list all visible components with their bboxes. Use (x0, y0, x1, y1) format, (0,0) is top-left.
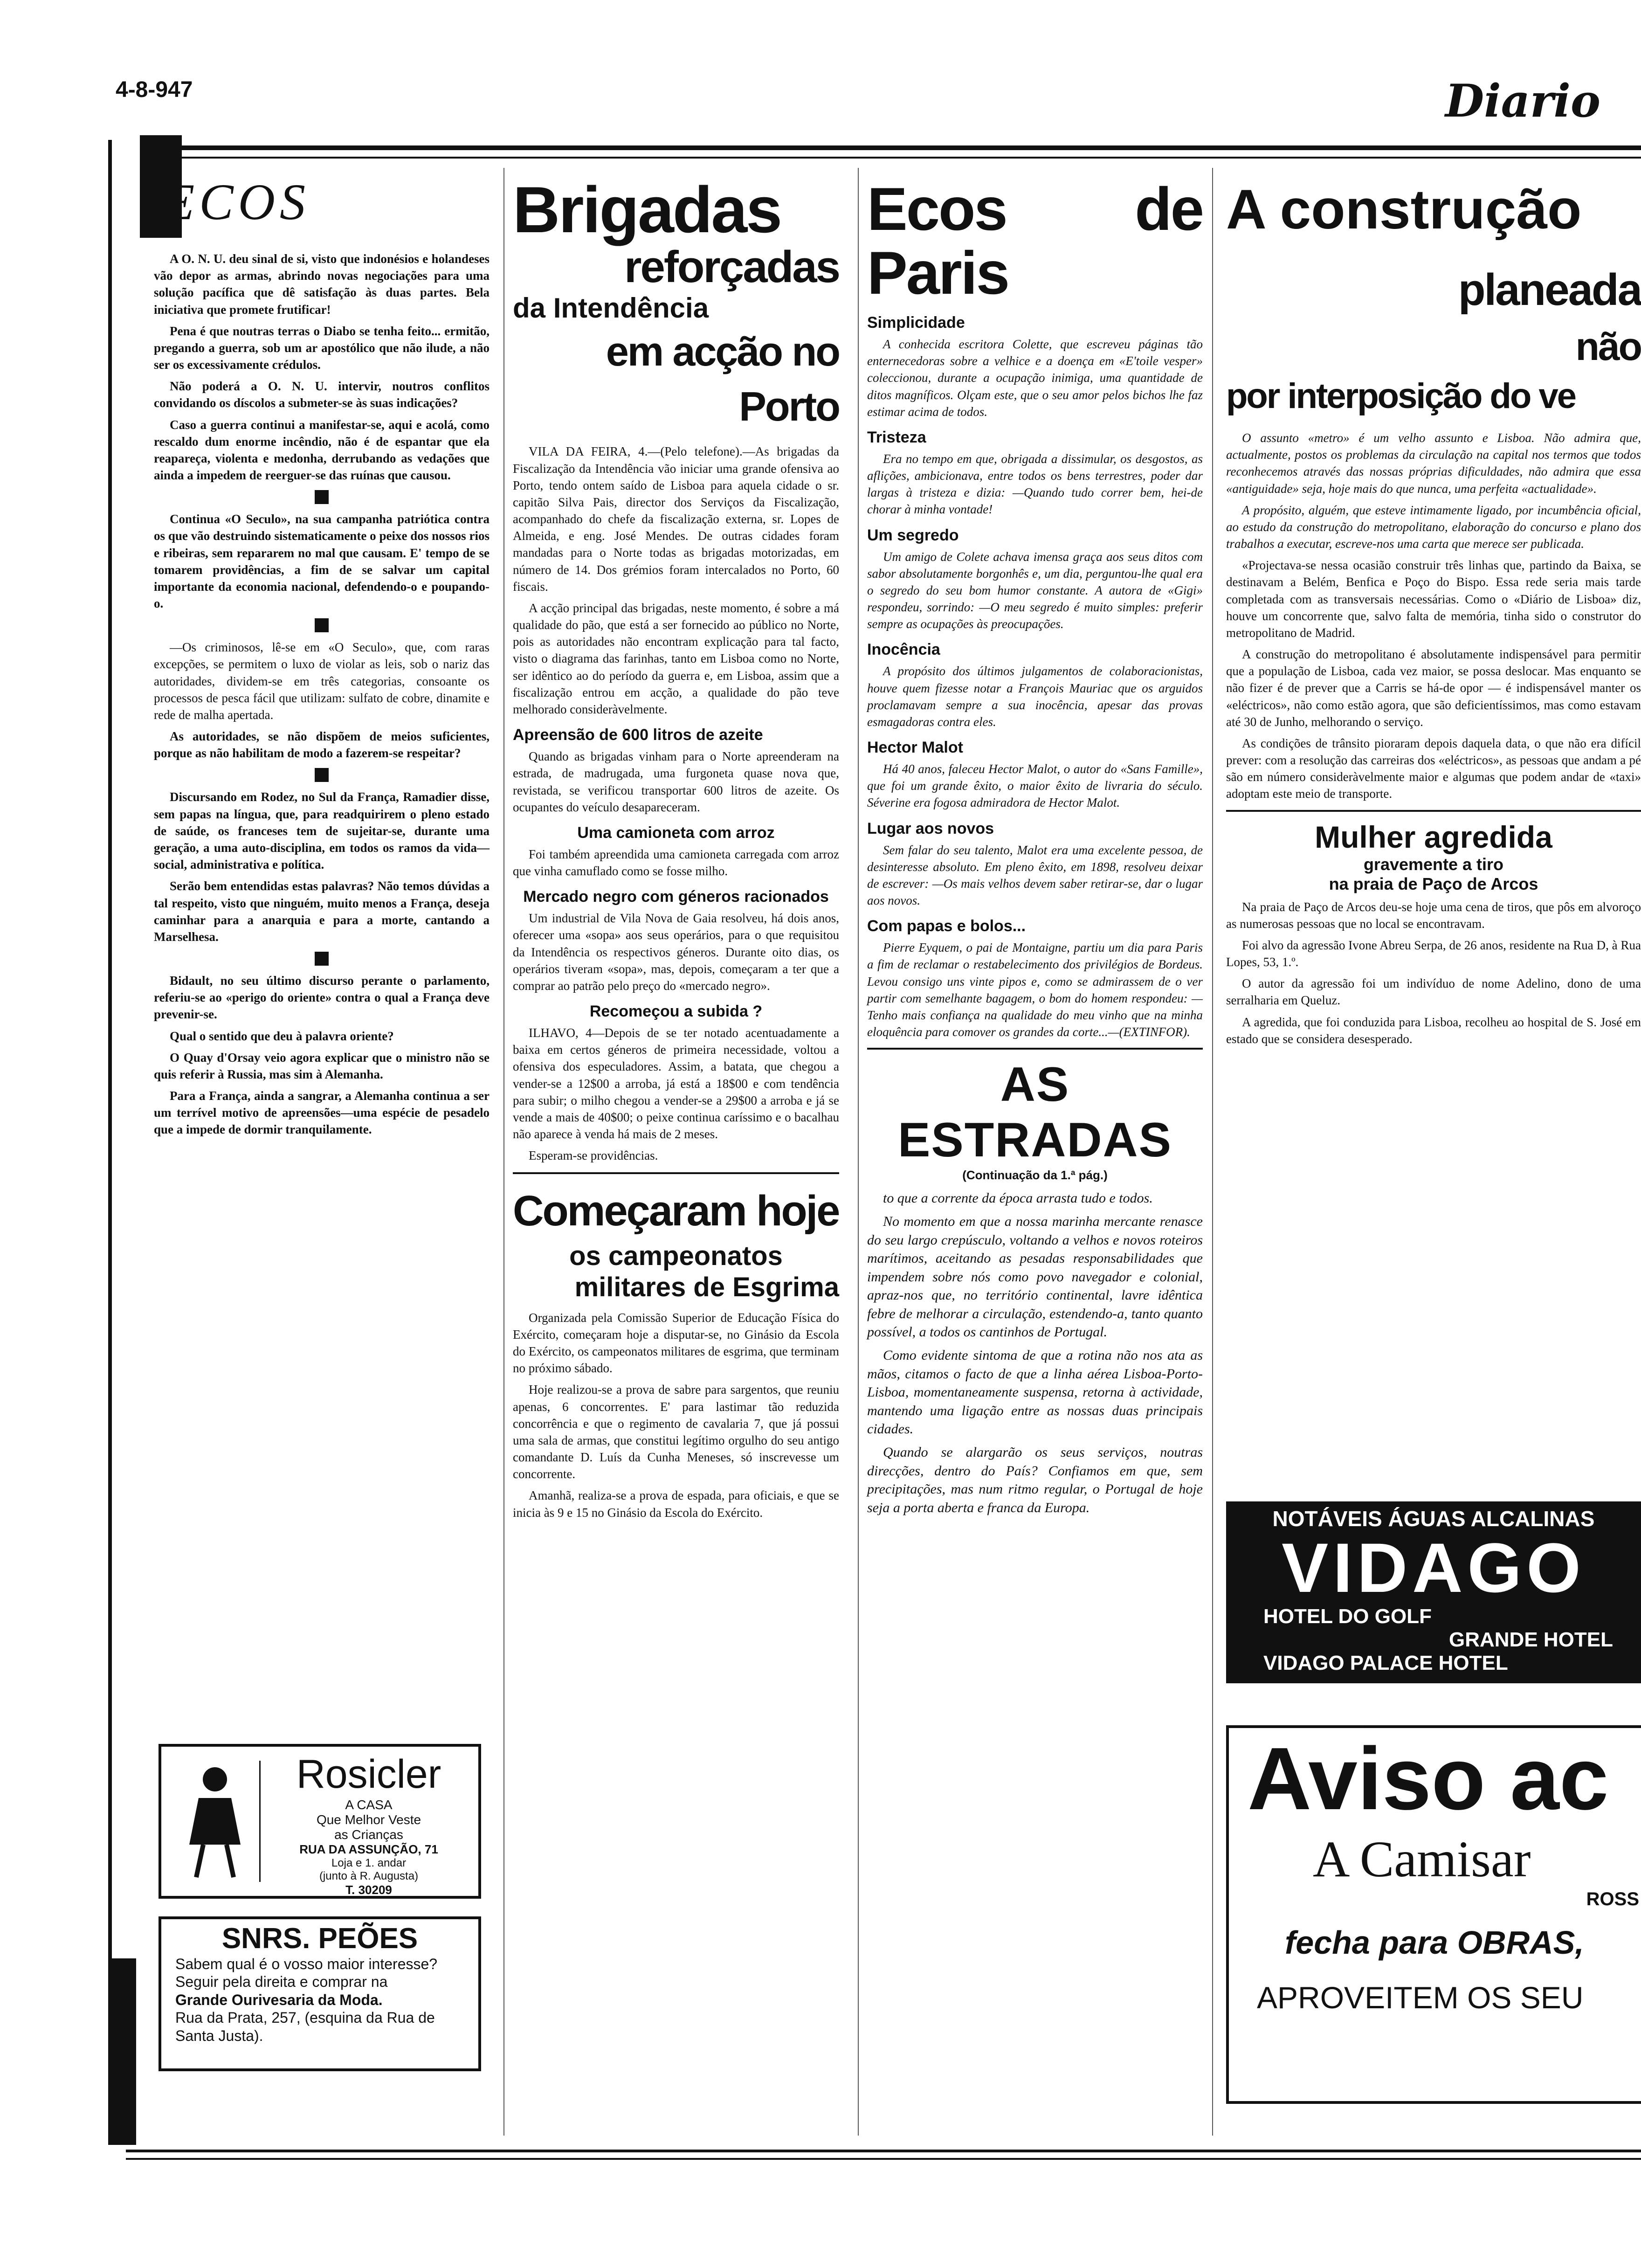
paragraph: Serão bem entendidas estas palavras? Não temos dúvidas a tal respeito, visto que ninguém, muito menos a França, deseja caminhar para a anarquia e para a morte, cantando a Marselhesa. (154, 879, 490, 944)
vidago-ad (1226, 1501, 1641, 1683)
subheading: Mercado negro com géneros racionados (523, 888, 829, 906)
ad-line: APROVEITEM OS SEU (1257, 1980, 1584, 2015)
page-date: 4-8-947 (116, 77, 193, 102)
peoes-ad (159, 1916, 481, 2071)
ad-line: T. 30209 (345, 1883, 392, 1897)
paragraph: Bidault, no seu último discurso perante o parlamento, referiu-se ao «perigo do oriente» contra o qual a França deve prevenir-se. (154, 974, 490, 1022)
headline: Aviso ac (1248, 1729, 1609, 1828)
headline: da Intendência (513, 292, 709, 324)
paragraph: Continua «O Seculo», na sua campanha patriótica contra os que vão destruindo sistematicamente o peixe dos nossos rios e ribeiras, sem repararem no mal que causam. E' tempo de se tomarem providências, a fim de se salvar um capital importante da economia nacional, defendendo-o e poupando-o. (154, 512, 490, 611)
rosicler-ad (159, 1744, 481, 1899)
paragraph: Para a França, ainda a sangrar, a Alemanha continua a ser um terrível motivo de apreensões—uma espécie de pesadelo que a impede de dormir tranquilamente. (154, 1089, 490, 1137)
paragraph: Na praia de Paço de Arcos deu-se hoje uma cena de tiros, que pôs em alvoroço as numerosas pessoas que no local se encontravam. (1226, 899, 1641, 931)
column-divider (858, 168, 859, 2136)
ad-line: A Camisar (1313, 1831, 1531, 1888)
headline: Começaram hoje (513, 1187, 839, 1235)
subheading: Uma camioneta com arroz (577, 823, 775, 842)
paragraph: Pena é que noutras terras o Diabo se tenha feito... ermitão, pregando a guerra, sob um ar apostólico que não ilude, a não ser os excessivamente crédulos. (154, 324, 490, 372)
paragraph: Organizada pela Comissão Superior de Educação Física do Exército, começaram hoje a disputar-se, no Ginásio da Escola do Exército, os campeonatos militares de esgrima, que terminam no próximo sábado. (513, 1310, 839, 1376)
paragraph: Esperam-se providências. (529, 1148, 658, 1163)
paragraph: No momento em que a nossa marinha mercante renasce do seu largo crepúsculo, voltando a velhos e novos roteiros marítimos, aceitando as pesadas responsabilidades que impendem sobre nós como povo navegador e colonial, apraz-nos que, no território continental, lavre idêntica febre de melhorar a circulação, estendendo-a, tanto quanto possível, a todos os cantinhos de Portugal. (867, 1213, 1203, 1340)
ad-line: RUA DA ASSUNÇÃO, 71 (299, 1842, 438, 1856)
headline: não (1575, 324, 1641, 368)
subheading: Com papas e bolos... (867, 917, 1026, 935)
ad-line: GRANDE HOTEL (1449, 1628, 1613, 1651)
column-ecos-paris (867, 177, 1203, 1521)
ad-line: as Crianças (334, 1827, 403, 1842)
separator-square (315, 618, 329, 632)
paragraph: A acção principal das brigadas, neste momento, é sobre a má qualidade do pão, que está a ser fornecido ao público no Norte, pois as autoridades não encontram explicação para tal facto, visto o diagrama das farinhas, tanto em Lisboa como no Norte, ser idêntico ao do período da guerra e, em Lisboa, assim que a fiscalização entrou em acção, a qualidade do pão teve melhorado consideràvelmente. (513, 601, 839, 716)
paragraph: Um amigo de Colete achava imensa graça aos seus ditos com sabor absolutamente borgonhês e, um dia, perguntou-lhe qual era o segredo do seu bom humor constante. A autora de «Gigi» respondeu, sorrindo: —O meu segredo é muito simples: preferir sempre as ocupações às preocupações. (867, 549, 1203, 631)
paragraph: Sem falar do seu talento, Malot era uma excelente pessoa, de desinteresse absoluto. Em pleno êxito, em 1898, resolveu deixar de escrever: —Os mais velhos devem saber retirar-se, dar o lugar aos novos. (867, 843, 1203, 908)
paragraph: As autoridades, se não dispõem de meios suficientes, porque as não habilitam de modo a fazerem-se respeitar? (154, 729, 490, 761)
ad-line: HOTEL DO GOLF (1263, 1604, 1432, 1628)
paragraph: Como evidente sintoma de que a rotina não nos ata as mãos, citamos o facto de que a linha aérea Lisboa-Porto-Lisboa, momentaneamente suspensa, retorna à actividade, mantendo uma ligação entre as nossas duas principais cidades. (867, 1348, 1203, 1437)
paragraph: A propósito, alguém, que esteve intimamente ligado, por incumbência oficial, ao estudo da construção do metropolitano, elaboração do concurso e plano dos trabalhos a executar, escreve-nos uma carta que merece ser publicada. (1226, 503, 1641, 551)
paragraph: A O. N. U. deu sinal de si, visto que indonésios e holandeses vão depor as armas, abrindo novas negociações para uma solução pacífica que dê satisfação às duas partes. Bela iniciativa que promete frutificar! (154, 252, 490, 317)
headline: Ecos de Paris (867, 175, 1203, 307)
subheading: Um segredo (867, 526, 959, 544)
paragraph: to que a corrente da época arrasta tudo e todos. (883, 1190, 1153, 1206)
left-border (108, 140, 112, 2145)
ad-line: A CASA (345, 1798, 393, 1812)
paragraph: Um industrial de Vila Nova de Gaia resolveu, há dois anos, oferecer uma «sopa» aos seus operários, para o que requisitou da Intendência os respectivos géneros. Durante oito dias, os operários tiveram «sopa», mas, depois, começaram a ter que a comprar ao patrão pelo preço do «mercado negro». (513, 911, 839, 993)
ad-line: NOTÁVEIS ÁGUAS ALCALINAS (1272, 1507, 1595, 1531)
subheading: Lugar aos novos (867, 819, 994, 837)
paragraph: Qual o sentido que deu à palavra oriente? (170, 1029, 394, 1043)
headline: por interposição do ve (1226, 376, 1576, 416)
paragraph: Não poderá a O. N. U. intervir, noutros conflitos convidando os díscolos a submeter-se às suas indicações? (154, 379, 490, 410)
paragraph: A conhecida escritora Colette, que escreveu páginas tão enternecedoras sobre a velhice e a doença em «E'toile vesper» coleccionou, durante a ocupação inimiga, uma quantidade de ditos magníficos. Olçam este, que o seu amor pelos bichos lhe faz estimar acima de todos. (867, 337, 1203, 419)
paragraph: Hoje realizou-se a prova de sabre para sargentos, que reuniu apenas, 6 concorrentes. E' para lastimar tão reduzida concorrência e que o regimento de cavalaria 7, que já possui uma sala de armas, que constitui legítimo orgulho do seu antigo comandante D. Luís da Cunha Meneses, só inscrevesse um concorrente. (513, 1383, 839, 1481)
masthead-rule (140, 145, 1641, 159)
paragraph: Discursando em Rodez, no Sul da França, Ramadier disse, sem papas na língua, que, para readquirirem o pleno estado de saúde, os franceses tem de sujeitar-se, durante uma geração, a uma auto-disciplina, em todos os ramos da vida—social, administrativa e política. (154, 790, 490, 872)
paragraph: Era no tempo em que, obrigada a dissimular, os desgostos, as aflições, ambicionava, entre todos os bens terrestres, poder dar largas à tristeza e dizia: —Quando tudo correr bem, hei-de chorar à minha vontade! (867, 451, 1203, 517)
paragraph: A propósito dos últimos julgamentos de colaboracionistas, houve quem fizesse notar a François Mauriac que os arguidos proclamavam sempre a sua inocência, apesar das provas esmagadoras contra eles. (867, 664, 1203, 729)
ad-line: ROSS (1586, 1889, 1639, 1909)
column-brigadas (513, 173, 839, 1526)
ad-line: Sabem qual é o vosso maior interesse? (175, 1956, 438, 1972)
paragraph: «Projectava-se nessa ocasião construir três linhas que, partindo da Baixa, se destinavam a Belém, Benfica e Poço do Bispo. Essa rede seria mais tarde completada com as transversais necessárias. Como o «Diário de Lisboa» diz, houve um concorrente que, salvo falta de memória, tinha sido o construtor do metropolitano de Madrid. (1226, 558, 1641, 640)
paragraph: As condições de trânsito pioraram depois daquela data, o que não era difícil prever: com a resolução das carreiras dos «eléctricos», as pessoas que andam a pé são em número consideràvelmente maior e algumas que podem andar de «taxi» adoptam este meio de transporte. (1226, 736, 1641, 801)
paragraph: Caso a guerra continui a manifestar-se, aqui e acolá, como rescaldo dum enorme incêndio, não é de espantar que ela reapareça, violenta e medonha, derrubando as vedações que ainda a impedem de reerguer-se das ruínas que causou. (154, 417, 490, 483)
bottom-rule (126, 2150, 1641, 2160)
rule (867, 1048, 1203, 1050)
column-divider (1212, 168, 1213, 2136)
subheading: Recomeçou a subida ? (589, 1003, 763, 1021)
paragraph: VILA DA FEIRA, 4.—(Pelo telefone).—As brigadas da Fiscalização da Intendência vão iniciar uma grande ofensiva ao Porto, tendo ontem saído de Lisboa para aquela cidade o sr. capitão Silva Pais, director dos Serviços da Fiscalização, acompanhado do chefe da fiscalização externa, sr. Lopes de Almeida, e eng. José Mendes. De outras cidades foram mandadas para o Norte todas as brigadas motorizadas, em número de 14. Dos grémios foram intercalados no Porto, 60 fiscais. (513, 444, 839, 594)
ad-line: (junto à R. Augusta) (319, 1870, 419, 1882)
headline: em acção no Porto (606, 328, 839, 429)
column-ecos (154, 173, 490, 1143)
paragraph: Quando as brigadas vinham para o Norte apreenderam na estrada, de madrugada, uma furgoneta quase nova que, revistada, se verificou transportar 600 litros de azeite. Os ocupantes do veículo desapareceram. (513, 749, 839, 814)
ad-line: Loja e 1. andar (331, 1857, 407, 1869)
headline: militares de Esgrima (574, 1272, 839, 1302)
column-construcao (1226, 177, 1641, 1052)
paragraph: O autor da agressão foi um indivíduo de nome Adelino, dono de uma serralharia em Queluz. (1226, 976, 1641, 1008)
masthead: Diario (1445, 75, 1600, 127)
paragraph: Pierre Eyquem, o pai de Montaigne, partiu um dia para Paris a fim de reclamar o restabelecimento dos privilégios de Bordeus. Levou consigo uns vinte pipos e, como se admirassem de o ver partir com semelhante bagagem, o bom do homem respondeu: —Tenho mais confiança na qualidade do meu vinho que na minha eloquência para comover os grandes da corte...—(EXTINFOR). (867, 940, 1203, 1039)
vidago-name: VIDAGO (1282, 1528, 1586, 1607)
subheading: Tristeza (867, 428, 926, 446)
rosicler-name: Rosicler (296, 1752, 441, 1797)
paragraph: ILHAVO, 4—Depois de se ter notado acentuadamente a baixa em certos géneros de primeira necessidade, voltou a ofensiva dos especuladores. Assim, a batata, que chegou a vender-se a 12$00 a arroba, já está a 18$00 e com tendência para subir; o milho chegou a vender-se a 29$00 a arroba e já se vende a mais de 40$00; o peixe continua caríssimo e o bacalhau não aparece à venda há mais de 2 meses. (513, 1026, 839, 1141)
headline: Brigadas (513, 173, 781, 246)
ad-line: fecha para OBRAS, (1285, 1924, 1584, 1961)
paragraph: —Os criminosos, lê-se em «O Seculo», que, com raras excepções, se permitem o luxo de violar as leis, sob o nariz das autoridades, dividem-se em três categorias, consoante os processos de pesca fácil que utilizam: sulfato de cobre, dinamite e rede de malha apertada. (154, 640, 490, 722)
subheading: Inocência (867, 641, 940, 659)
paragraph: A agredida, que foi conduzida para Lisboa, recolheu ao hospital de S. José em estado que se considera desesperado. (1226, 1015, 1641, 1046)
separator-square (315, 952, 329, 966)
headline: os campeonatos (569, 1240, 783, 1271)
headline: AS ESTRADAS (897, 1058, 1172, 1168)
bottom-corner-block (108, 1958, 136, 2145)
ad-line: VIDAGO PALACE HOTEL (1263, 1651, 1508, 1674)
column-divider (503, 168, 504, 2136)
separator-square (315, 768, 329, 782)
ad-line: Grande Ourivesaria da Moda. (175, 1991, 383, 2008)
headline: A construção (1226, 178, 1582, 241)
peoes-title: SNRS. PEÕES (221, 1922, 418, 1955)
subheading: gravemente a tiro (1363, 854, 1504, 874)
headline: Mulher agredida (1315, 819, 1552, 854)
paragraph: Há 40 anos, faleceu Hector Malot, o autor do «Sans Famille», que foi um grande êxito, o maior êxito de livraria do século. Séverine era fogosa admiradora de Hector Malot. (867, 762, 1203, 810)
ad-line: Rua da Prata, 257, (esquina da Rua de Santa Justa). (175, 2009, 435, 2044)
ad-line: Que Melhor Veste (316, 1812, 421, 1827)
paragraph: Foi alvo da agressão Ivone Abreu Serpa, de 26 anos, residente na Rua D, à Rua Lopes, 53, 1.º. (1226, 938, 1641, 969)
subheading: Apreensão de 600 litros de azeite (513, 726, 763, 744)
ecos-title: ECOS (163, 173, 310, 230)
headline: reforçadas (624, 242, 839, 292)
subheading: Hector Malot (867, 739, 963, 757)
headline: planeada (1458, 265, 1641, 315)
ad-line: Seguir pela direita e comprar na (175, 1973, 388, 1991)
child-figure-icon (175, 1761, 261, 1882)
separator-square (315, 490, 329, 504)
paragraph: Quando se alargarão os seus serviços, noutras direcções, dentro do País? Confiamos em que, sem precipitações, mas num ritmo regular, o Portugal de hoje seja a porta aberta e franca da Europa. (867, 1445, 1203, 1515)
subheading: na praia de Paço de Arcos (1329, 874, 1538, 893)
paragraph: A construção do metropolitano é absolutamente indispensável para permitir que a população de Lisboa, cada vez maior, se possa deslocar. Mas enquanto se não fizer é de prever que a Carris se há-de opor — é indispensável manter os «eléctricos», não como estão agora, que são deficientíssimos, mas como estavam até 30 de Junho, melhorando o serviço. (1226, 647, 1641, 729)
paragraph: Amanhã, realiza-se a prova de espada, para oficiais, e que se inicia às 9 e 15 no Ginásio da Escola do Exército. (513, 1488, 839, 1520)
rule (1226, 810, 1641, 812)
aviso-ad (1226, 1725, 1641, 2104)
rule (513, 1172, 839, 1174)
subheading: Simplicidade (867, 314, 965, 332)
paragraph: O Quay d'Orsay veio agora explicar que o ministro não se quis referir à Russia, mas sim à Alemanha. (154, 1050, 490, 1081)
paragraph: O assunto «metro» é um velho assunto e Lisboa. Não admira que, actualmente, postos os problemas da circulação na capital nos termos que todos reconhecemos através das nossas próprias dificuldades, não admira que essa «antiguidade» seja, hoje mais do que nunca, uma perfeita «actualidade». (1226, 431, 1641, 496)
continuation-note: (Continuação da 1.ª pág.) (962, 1168, 1108, 1182)
paragraph: Foi também apreendida uma camioneta carregada com arroz que vinha camuflado como se fosse milho. (513, 847, 839, 878)
